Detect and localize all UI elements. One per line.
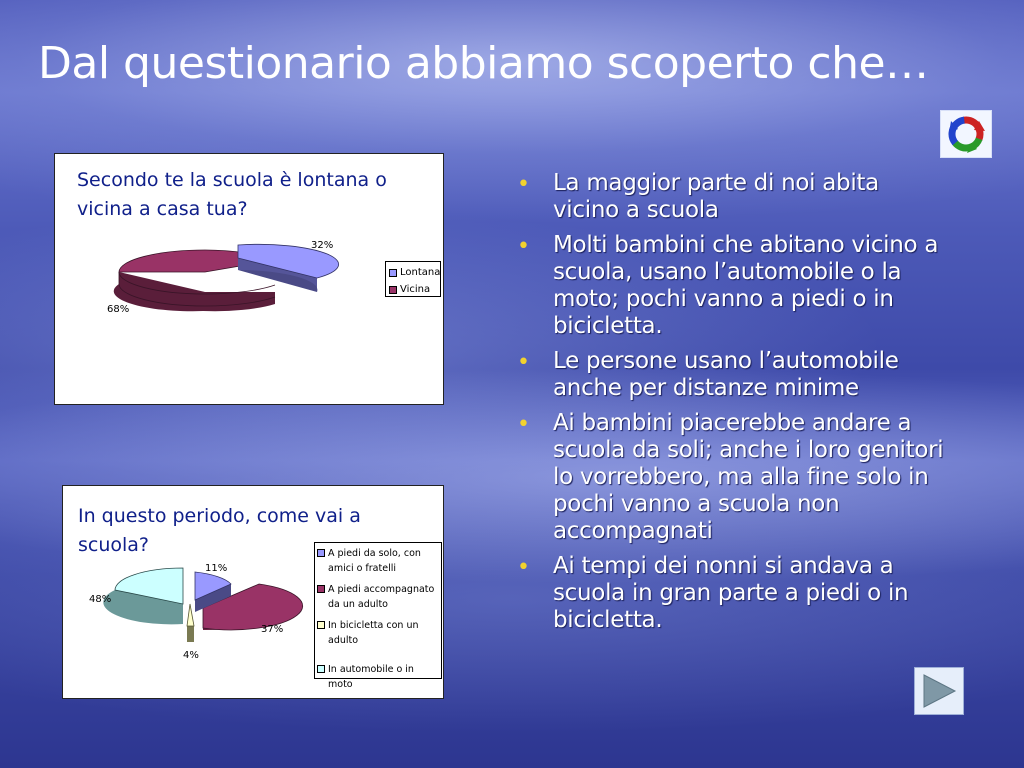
pie-label-vicina: 68% [107,304,130,315]
legend-label: In automobile o in moto [328,664,414,690]
list-item [515,170,945,224]
legend-item-lontana [389,266,441,279]
cycle-button[interactable] [940,110,992,158]
legend-swatch [389,269,397,277]
pie-label-bici: 4% [183,650,199,661]
legend-label: In bicicletta con un adulto [328,620,419,646]
legend-swatch [317,549,325,557]
chart-transport-legend [314,542,442,690]
legend-item-solo [317,546,439,576]
legend-swatch [389,286,397,294]
list-item [515,553,945,634]
list-item [515,348,945,402]
list-item-text: Molti bambini che abitano vicino a scuola, usano l’automobile o la moto; pochi vanno a piedi o in bicicletta. [553,232,939,339]
legend-label: Lontana [400,267,441,278]
list-item-text: Ai tempi dei nonni si andava a scuola in gran parte a piedi o in bicicletta. [553,553,909,633]
list-item-text: Ai bambini piacerebbe andare a scuola da soli; anche i loro genitori lo vorrebbero, ma alla fine solo in pochi vanno a scuola non accompagnati [553,410,944,544]
list-item [515,232,945,340]
legend-item-bici [317,618,439,648]
pie-label-solo: 11% [205,563,228,574]
slide-title: Dal questionario abbiamo scoperto che… [38,38,929,89]
next-slide-button[interactable] [914,667,964,715]
findings-list [515,170,945,642]
cycle-arrows-icon [941,111,991,157]
bullet-dot-icon: • [517,172,530,197]
chart-transport-title: In questo periodo, come vai a scuola? [78,505,361,556]
chart-distance-title: Secondo te la scuola è lontana o vicina a casa tua? [77,169,387,220]
chart-distance-panel [54,153,444,405]
legend-item-accompagnato [317,582,439,612]
list-item-text: La maggior parte di noi abita vicino a scuola [553,170,879,223]
legend-label: A piedi da solo, con amici o fratelli [328,548,421,574]
bullet-dot-icon: • [517,412,530,437]
pie-label-accompagnato: 37% [261,624,284,635]
bullet-dot-icon: • [517,234,530,259]
play-next-icon [915,668,963,714]
chart-transport-pie [63,562,313,692]
legend-item-vicina [389,283,437,296]
pie-label-lontana: 32% [311,240,334,251]
legend-swatch [317,665,325,673]
pie-slice-vicina-side [114,272,275,311]
legend-swatch [317,621,325,629]
list-item [515,410,945,545]
legend-label: Vicina [400,284,431,295]
bullet-dot-icon: • [517,350,530,375]
pie-label-auto: 48% [89,594,112,605]
chart-distance-pie [55,240,385,400]
list-item-text: Le persone usano l’automobile anche per distanze minime [553,348,899,401]
legend-label: A piedi accompagnato da un adulto [328,584,435,610]
bullet-dot-icon: • [517,555,530,580]
pie-slice-bici [187,604,194,626]
chart-transport-panel [62,485,444,699]
legend-item-auto [317,662,439,692]
legend-swatch [317,585,325,593]
chart-distance-legend [385,261,441,297]
